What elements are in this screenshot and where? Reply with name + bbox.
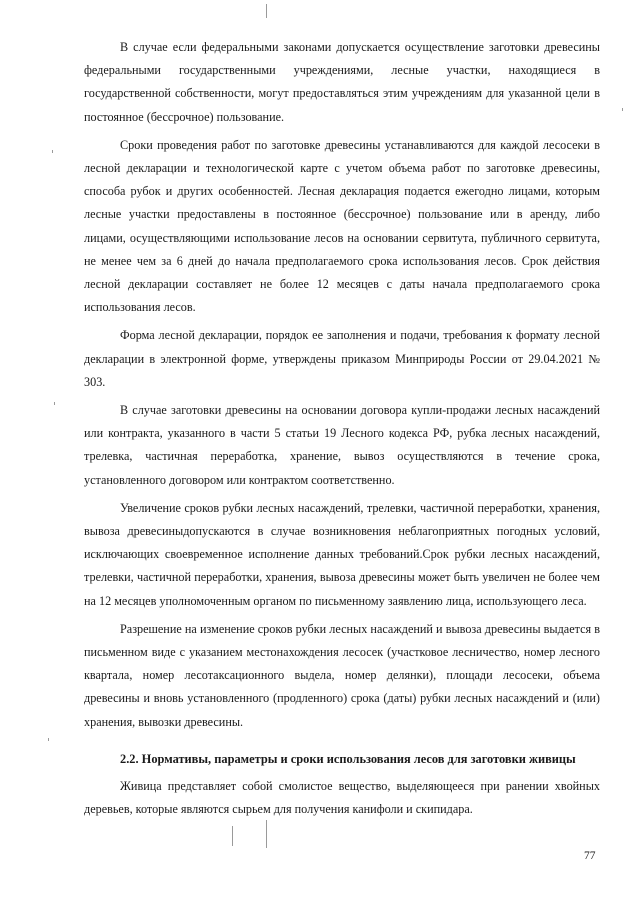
scan-mark [622, 108, 623, 111]
scan-mark [232, 826, 233, 846]
paragraph-sale-contract: В случае заготовки древесины на основании договора купли-продажи лесных насаждений или контракта, указанного в части 5 статьи 19 Лесного кодекса РФ, рубка лесных насаждений, трелевка, частичная переработка, хранение, вывоз осуществляются в течение срока, установленного договором или контрактом соответственно. [84, 403, 600, 487]
scan-mark [266, 820, 267, 848]
paragraph-declaration-form: Форма лесной декларации, порядок ее заполнения и подачи, требования к формату лесной декларации в электронной форме, утверждены приказом Минприроды России от 29.04.2021 № 303. [84, 328, 600, 389]
scan-mark [54, 402, 55, 405]
scan-mark [48, 738, 49, 741]
paragraph-change-permission: Разрешение на изменение сроков рубки лесных насаждений и вывоза древесины выдается в письменном виде с указанием местонахождения лесосек (участковое лесничество, номер лесного квартала, номер лесотаксационного выдела, номер делянки), площади лесосеки, объема древесины и вновь установленного (продленного) срока (даты) рубки лесных насаждений и (или) хранения, вывозки древесины. [84, 621, 600, 729]
section-heading: 2.2. Нормативы, параметры и сроки использования лесов для заготовки живицы [120, 751, 576, 766]
paragraph-federal-institutions: В случае если федеральными законами допускается осуществление заготовки древесины федеральными государственными учреждениями, лесные участки, находящиеся в государственной собственности, могут предоставляться этим учреждениям для указанной цели в постоянное (бессрочное) пользование. [84, 40, 600, 124]
paragraph-work-deadlines: Сроки проведения работ по заготовке древесины устанавливаются для каждой лесосеки в лесной декларации и технологической карте с учетом объема работ по заготовке древесины, способа рубок и других особенностей. Лесная декларация подается ежегодно лицами, которым лесные участки предоставлены в постоянное (бессрочное) пользование или в аренду, либо лицами, осуществляющими использование лесов на основании сервитута, публичного сервитута, не менее чем за 6 дней до начала предполагаемого срока использования лесов. Срок действия лесной декларации составляет не более 12 месяцев с даты начала предполагаемого срока использования лесов. [84, 137, 600, 315]
paragraph-deadline-extension: Увеличение сроков рубки лесных насаждений, трелевки, частичной переработки, хранения, вывоза древесиныдопускаются в случае возникновения неблагоприятных погодных условий, исключающих своевременное исполнение данных требований.Срок рубки лесных насаждений, трелевки, частичной переработки, хранения, вывоза древесины может быть увеличен не более чем на 12 месяцев уполномоченным органом по письменному заявлению лица, использующего леса. [84, 500, 600, 608]
scan-mark [52, 150, 53, 153]
scan-mark [266, 4, 267, 18]
page-number: 77 [584, 850, 596, 862]
paragraph-resin-definition: Живица представляет собой смолистое вещество, выделяющееся при ранении хвойных деревьев, которые являются сырьем для получения канифоли и скипидара. [84, 778, 600, 817]
page-body [84, 36, 600, 826]
